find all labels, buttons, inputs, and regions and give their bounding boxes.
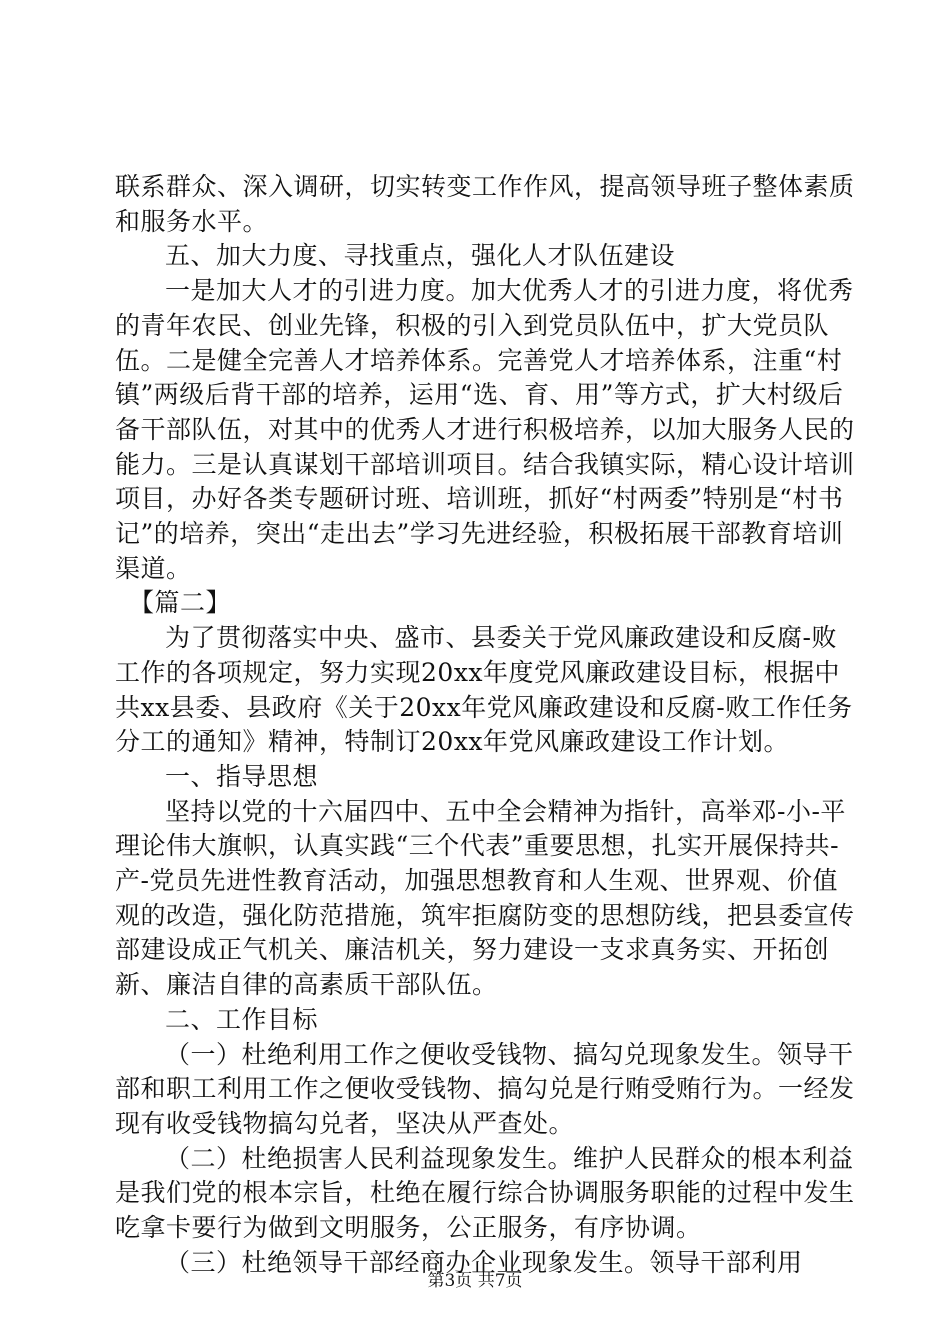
section-heading: 一、指导思想 — [165, 761, 319, 791]
page-number: 第3页 共7页 — [427, 1271, 523, 1291]
document-body — [115, 170, 855, 1281]
paragraph: （二）杜绝损害人民利益现象发生。维护人民群众的根本利益是我们党的根本宗旨，杜绝在履行综合协调服务职能的过程中发生吃拿卡要行为做到文明服务，公正服务，有序协调。 — [115, 1143, 855, 1243]
paragraph: 为了贯彻落实中央、盛市、县委关于党风廉政建设和反腐-败工作的各项规定，努力实现20xx年度党风廉政建设目标，根据中共xx县委、县政府《关于20xx年党风廉政建设和反腐-败工作任务分工的通知》精神，特制订20xx年党风廉政建设工作计划。 — [115, 623, 853, 757]
section-heading: 五、加大力度、寻找重点，强化人才队伍建设 — [165, 241, 676, 271]
paragraph: （三）杜绝领导干部经商办企业现象发生。领导干部利用 — [165, 1247, 803, 1277]
section-marker: 【篇二】 — [129, 588, 232, 618]
paragraph: 坚持以党的十六届四中、五中全会精神为指针，高举邓-小-平理论伟大旗帜，认真实践“三个代表”重要思想，扎实开展保持共-产-党员先进性教育活动，加强思想教育和人生观、世界观、价值观的改造，强化防范措施，筑牢拒腐防变的思想防线，把县委宣传部建设成正气机关、廉洁机关，努力建设一支求真务实、开拓创新、廉洁自律的高素质干部队伍。 — [115, 796, 855, 1000]
paragraph: （一）杜绝利用工作之便收受钱物、搞勾兑现象发生。领导干部和职工利用工作之便收受钱物、搞勾兑是行贿受贿行为。一经发现有收受钱物搞勾兑者，坚决从严查处。 — [115, 1039, 855, 1138]
section-heading: 二、工作目标 — [165, 1004, 319, 1034]
paragraph: 联系群众、深入调研，切实转变工作作风，提高领导班子整体素质和服务水平。 — [115, 172, 855, 236]
paragraph: 一是加大人才的引进力度。加大优秀人才的引进力度，将优秀的青年农民、创业先锋，积极的引入到党员队伍中，扩大党员队伍。二是健全完善人才培养体系。完善党人才培养体系，注重“村镇”两级后背干部的培养，运用“选、育、用”等方式，扩大村级后备干部队伍，对其中的优秀人才进行积极培养，以加大服务人民的能力。三是认真谋划干部培训项目。结合我镇实际，精心设计培训项目，办好各类专题研讨班、培训班，抓好“村两委”特别是“村书记”的培养，突出“走出去”学习先进经验，积极拓展干部教育培训渠道。 — [115, 276, 855, 583]
